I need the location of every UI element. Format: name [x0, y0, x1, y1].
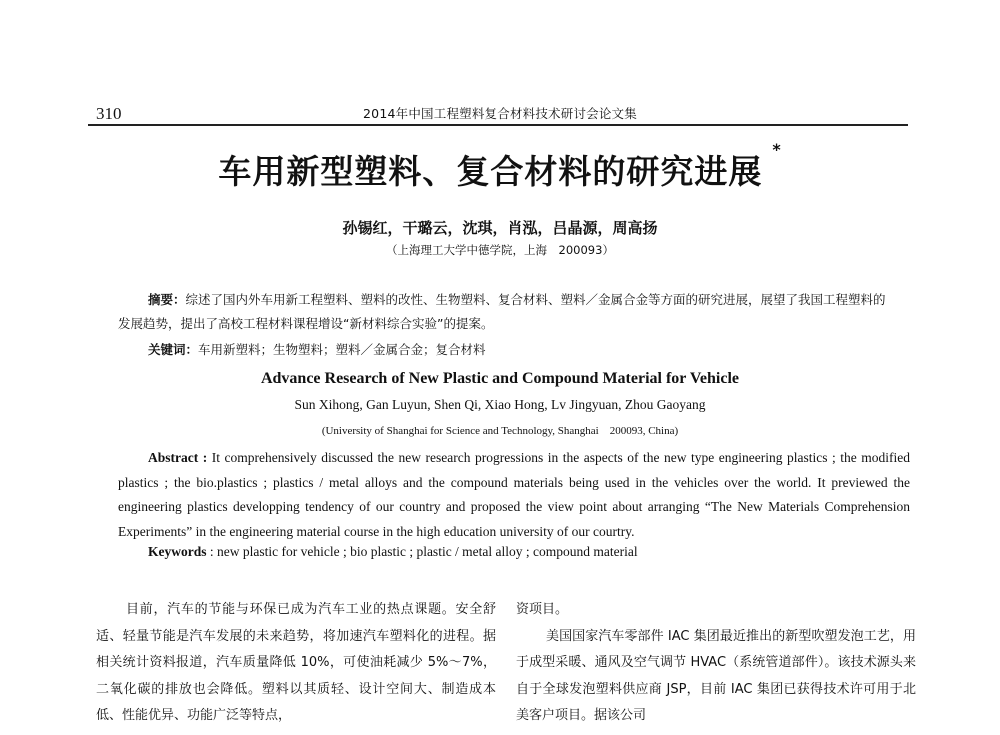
abstract-label: 摘要： [148, 292, 186, 307]
abstract-en-label: Abstract : [148, 450, 208, 465]
keywords-en-label: Keywords [148, 544, 207, 559]
title-text: 车用新型塑料、复合材料的研究进展 [218, 152, 763, 191]
body-paragraph: 目前，汽车的节能与环保已成为汽车工业的热点课题。安全舒适、轻量节能是汽车发展的未来趋势，将加速汽车塑料化的进程。据相关统计资料报道，汽车质量降低 10%，可使油耗减少 5%～7%，二氧化碳的排放也会降低。塑料以其质轻、设计空间大、制造成本低、性能优异、功能广泛等特点， [96, 602, 496, 723]
keywords-text: 车用新塑料；生物塑料；塑料／金属合金；复合材料 [198, 342, 486, 357]
authors-english: Sun Xihong, Gan Luyun, Shen Qi, Xiao Hong, Lv Jingyuan, Zhou Gaoyang [294, 397, 706, 412]
keywords-english [148, 544, 638, 560]
footnote-mark: * [772, 140, 782, 159]
header-rule [88, 124, 908, 126]
abstract-english [118, 446, 910, 544]
body-paragraph: 美国国家汽车零部件 IAC 集团最近推出的新型吹塑发泡工艺，用于成型采暖、通风及空气调节 HVAC（系统管道部件）。该技术源头来自于全球发泡塑料供应商 JSP，目前 IAC 集团已获得技术许可用于北美客户项目。据该公司 [516, 628, 916, 723]
abstract-en-text: It comprehensively discussed the new research progressions in the aspects of the new type engineering plastics ; the modified plastics ; the bio.plastics ; plastics / metal alloys and the compound materials being used in the vehicles over the world. It previewed the engineering plastics developping tendency of our country and proposed the view point about arranging “The New Materials Comprehension Experiments” in the engineering material course in the high education university of our courtry. [118, 450, 910, 539]
abstract-text: 综述了国内外车用新工程塑料、塑料的改性、生物塑料、复合材料、塑料／金属合金等方面的研究进展，展望了我国工程塑料的发展趋势，提出了高校工程材料课程增设“新材料综合实验”的提案。 [118, 292, 886, 331]
body-left-column [96, 597, 496, 730]
abstract-chinese [118, 288, 888, 336]
body-right-column [516, 597, 916, 730]
running-header: 2014年中国工程塑料复合材料技术研讨会论文集 [363, 106, 637, 121]
paper-title-chinese [0, 140, 1000, 193]
paper-title-english: Advance Research of New Plastic and Compound Material for Vehicle [260, 370, 740, 387]
authors-chinese: 孙锡红，干璐云，沈琪，肖泓，吕晶源，周高扬 [342, 219, 658, 237]
keywords-chinese [148, 338, 918, 362]
affiliation-english: (University of Shanghai for Science and Technology, Shanghai 200093, China) [321, 425, 679, 437]
keywords-label: 关键词： [148, 342, 199, 357]
body-paragraph-continued: 资项目。 [516, 602, 569, 617]
page-number: 310 [96, 104, 122, 123]
keywords-en-text: : new plastic for vehicle ; bio plastic ; plastic / metal alloy ; compound material [206, 544, 638, 559]
affiliation-chinese: （上海理工大学中德学院，上海 200093） [386, 243, 614, 257]
